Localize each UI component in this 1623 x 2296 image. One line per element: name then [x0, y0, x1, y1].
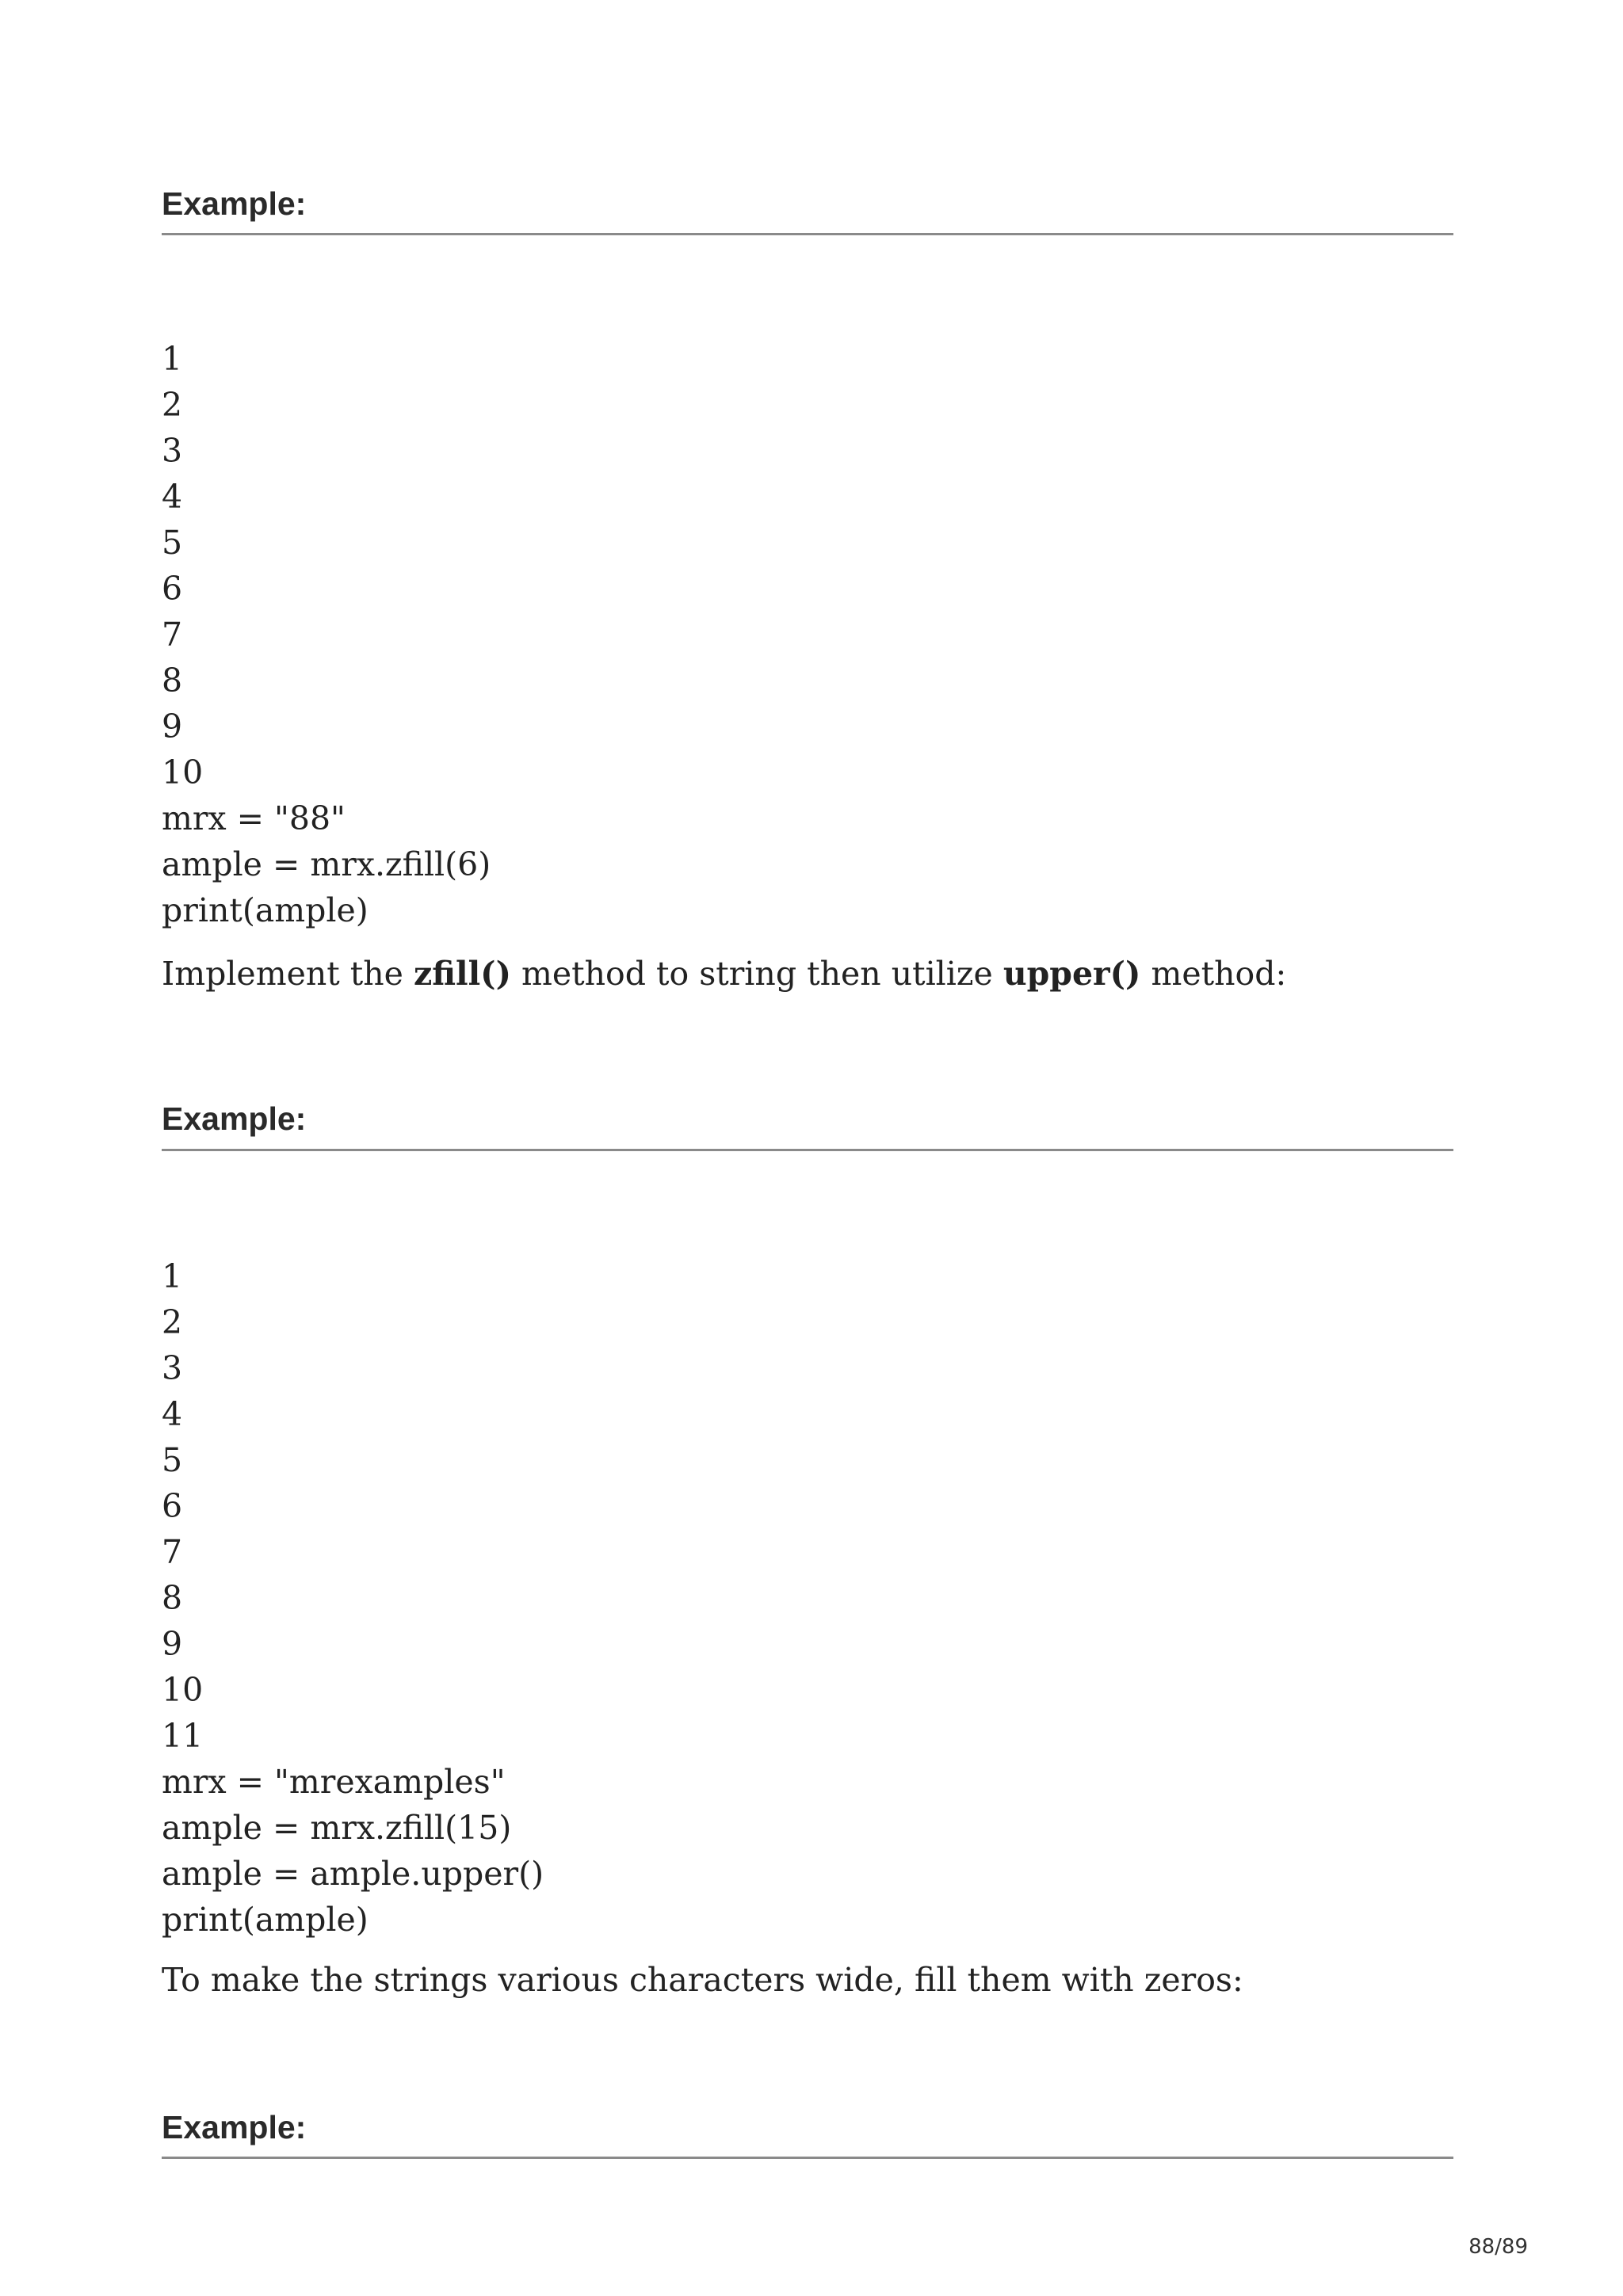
line-number: 7: [162, 1533, 183, 1571]
heading-divider: [162, 1149, 1453, 1151]
page-number: 88/89: [1468, 2235, 1528, 2259]
heading-divider: [162, 2157, 1453, 2159]
line-number: 3: [162, 1349, 183, 1387]
line-number: 4: [162, 478, 183, 516]
section-heading: Example:: [162, 2109, 307, 2145]
code-line: print(ample): [162, 891, 369, 929]
line-number: 1: [162, 340, 183, 378]
section-heading: Example:: [162, 185, 307, 222]
line-number: 11: [162, 1717, 204, 1755]
line-number: 8: [162, 662, 183, 700]
line-number: 8: [162, 1579, 183, 1617]
method-name-zfill: zfill(): [413, 955, 511, 993]
line-number: 6: [162, 570, 183, 608]
paragraph-text: Implement the: [162, 955, 414, 993]
code-line-numbers: [162, 1253, 544, 1943]
section-heading: Example:: [162, 1100, 307, 1137]
paragraph-fill-zeros: To make the strings various characters wide, fill them with zeros:: [162, 1961, 1243, 1999]
line-number: 5: [162, 1441, 183, 1479]
line-number: 4: [162, 1395, 183, 1433]
method-name-upper: upper(): [1002, 955, 1141, 993]
code-line: mrx = "88": [162, 799, 346, 837]
line-number: 1: [162, 1257, 183, 1295]
line-number: 2: [162, 386, 183, 424]
code-line: ample = mrx.zfill(15): [162, 1809, 512, 1847]
paragraph-zfill-upper: [162, 951, 1286, 997]
paragraph-text: method:: [1140, 955, 1287, 993]
line-number: 10: [162, 1671, 204, 1709]
line-number: 9: [162, 1625, 183, 1663]
line-number: 10: [162, 753, 204, 791]
line-number: 5: [162, 524, 183, 562]
code-line: print(ample): [162, 1901, 369, 1939]
line-number: 3: [162, 432, 183, 470]
code-line-numbers: [162, 336, 491, 933]
line-number: 2: [162, 1303, 183, 1341]
code-line: ample = ample.upper(): [162, 1855, 544, 1893]
code-line: ample = mrx.zfill(6): [162, 845, 491, 883]
heading-divider: [162, 233, 1453, 235]
line-number: 6: [162, 1487, 183, 1525]
line-number: 7: [162, 616, 183, 654]
code-line: mrx = "mrexamples": [162, 1763, 506, 1801]
paragraph-text: method to string then utilize: [510, 955, 1003, 993]
line-number: 9: [162, 707, 183, 746]
